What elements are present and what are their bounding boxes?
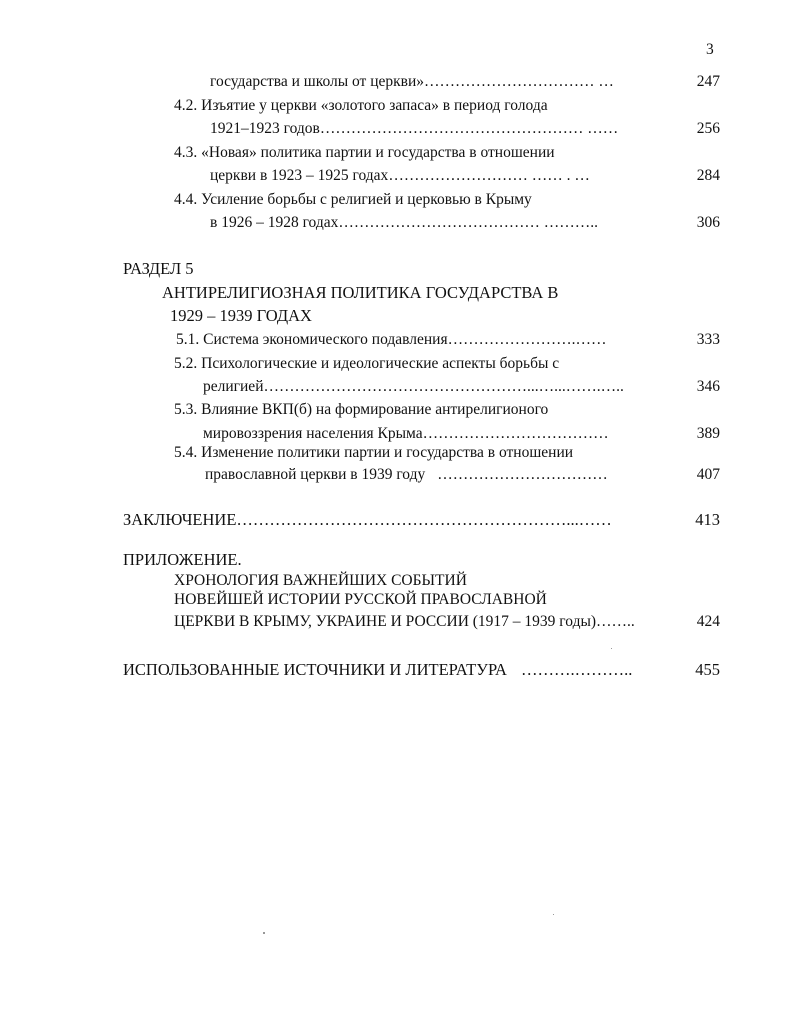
- toc-entry-4-3-years: церкви в 1923 – 1925 годах: [210, 167, 389, 184]
- leader-dots: …………………….……: [447, 331, 607, 348]
- toc-entry-4-3-page: 284: [696, 167, 720, 184]
- leader-dots: ……..: [596, 613, 635, 630]
- toc-entry-4-4-page: 306: [696, 214, 720, 231]
- toc-entry-5-4-line2: [205, 465, 657, 485]
- toc-entry-5-4-page: 407: [696, 466, 720, 483]
- section-5-label: РАЗДЕЛ 5: [123, 259, 194, 278]
- toc-entry-5-3-line2: [203, 424, 655, 444]
- toc-entry-4-1-title: государства и школы от церкви»: [210, 73, 425, 90]
- toc-conclusion-page: 413: [695, 510, 720, 529]
- scan-speck: [263, 932, 265, 934]
- leader-dots: …………………………… …: [424, 73, 614, 90]
- toc-entry-5-1-text: [176, 330, 638, 350]
- toc-entry-5-2-line2: [203, 377, 672, 397]
- toc-entry-5-4-cont: православной церкви в 1939 году: [205, 466, 426, 483]
- appendix-title-line3: ЦЕРКВИ В КРЫМУ, УКРАИНЕ И РОССИИ (1917 – 1939 годы): [174, 613, 597, 630]
- section-5-title-line2: 1929 – 1939 ГОДАХ: [170, 306, 312, 325]
- toc-conclusion-title: ЗАКЛЮЧЕНИЕ: [123, 510, 237, 529]
- toc-entry-4-2-title: 4.2. Изъятие у церкви «золотого запаса» в период голода: [174, 97, 548, 114]
- leader-dots: ………………………………: [422, 425, 609, 442]
- toc-sources-page: 455: [695, 660, 720, 679]
- leader-dots: ……………………… …… . …: [388, 167, 590, 184]
- toc-entry-5-1-page: 333: [696, 331, 720, 348]
- toc-entry-5-2-title: 5.2. Психологические и идеологические аспекты борьбы с: [174, 355, 560, 372]
- toc-entry-5-2-cont: религией: [203, 378, 264, 395]
- toc-entry-5-3-page: 389: [696, 425, 720, 442]
- toc-entry-4-3-line2: [210, 166, 658, 186]
- toc-entry-4-2-page: 256: [696, 120, 720, 137]
- leader-dots: ……….………..: [520, 660, 633, 679]
- toc-entry-5-3-cont: мировоззрения населения Крыма: [203, 425, 423, 442]
- toc-sources-title: ИСПОЛЬЗОВАННЫЕ ИСТОЧНИКИ И ЛИТЕРАТУРА: [123, 660, 507, 679]
- toc-entry-5-4-title: 5.4. Изменение политики партии и государства в отношении: [174, 444, 574, 461]
- toc-entry-4-1-page: 247: [696, 73, 720, 90]
- appendix-title-line1: ХРОНОЛОГИЯ ВАЖНЕЙШИХ СОБЫТИЙ: [174, 572, 467, 589]
- appendix-title-line2: НОВЕЙШЕЙ ИСТОРИИ РУССКОЙ ПРАВОСЛАВНОЙ: [174, 591, 547, 608]
- toc-entry-4-4-title: 4.4. Усиление борьбы с религией и церковью в Крыму: [174, 191, 532, 208]
- leader-dots: ………………………………… ………..: [338, 214, 598, 231]
- leader-dots: ……………………………………………………...……: [236, 510, 612, 529]
- page-number: 3: [706, 41, 714, 58]
- toc-entry-4-4-years: в 1926 – 1928 годах: [210, 214, 339, 231]
- toc-entry-4-1-text: [210, 72, 629, 92]
- toc-entry-4-3-title: 4.3. «Новая» политика партии и государства в отношении: [174, 144, 555, 161]
- scan-speck: [611, 648, 612, 649]
- toc-entry-5-3-title: 5.3. Влияние ВКП(б) на формирование антирелигионого: [174, 401, 549, 418]
- toc-sources-text: [123, 660, 649, 680]
- toc-entry-4-2-line2: [210, 119, 677, 139]
- leader-dots: ……………………………………………...…...…….…..: [263, 378, 624, 395]
- toc-entry-4-4-line2: [210, 213, 666, 233]
- scan-speck: [553, 914, 554, 915]
- appendix-page: 424: [696, 613, 720, 630]
- appendix-title-line3-row: [174, 612, 644, 632]
- appendix-label: ПРИЛОЖЕНИЕ.: [123, 550, 242, 569]
- toc-entry-4-2-years: 1921–1923 годов: [210, 120, 320, 137]
- leader-dots: ……………………………: [437, 466, 608, 483]
- toc-entry-5-1-title: 5.1. Система экономического подавления: [176, 331, 448, 348]
- toc-conclusion-text: [123, 510, 671, 530]
- section-5-title-line1: АНТИРЕЛИГИОЗНАЯ ПОЛИТИКА ГОСУДАРСТВА В: [162, 283, 559, 302]
- leader-dots: …………………………………………… ……: [319, 120, 619, 137]
- toc-entry-5-2-page: 346: [696, 378, 720, 395]
